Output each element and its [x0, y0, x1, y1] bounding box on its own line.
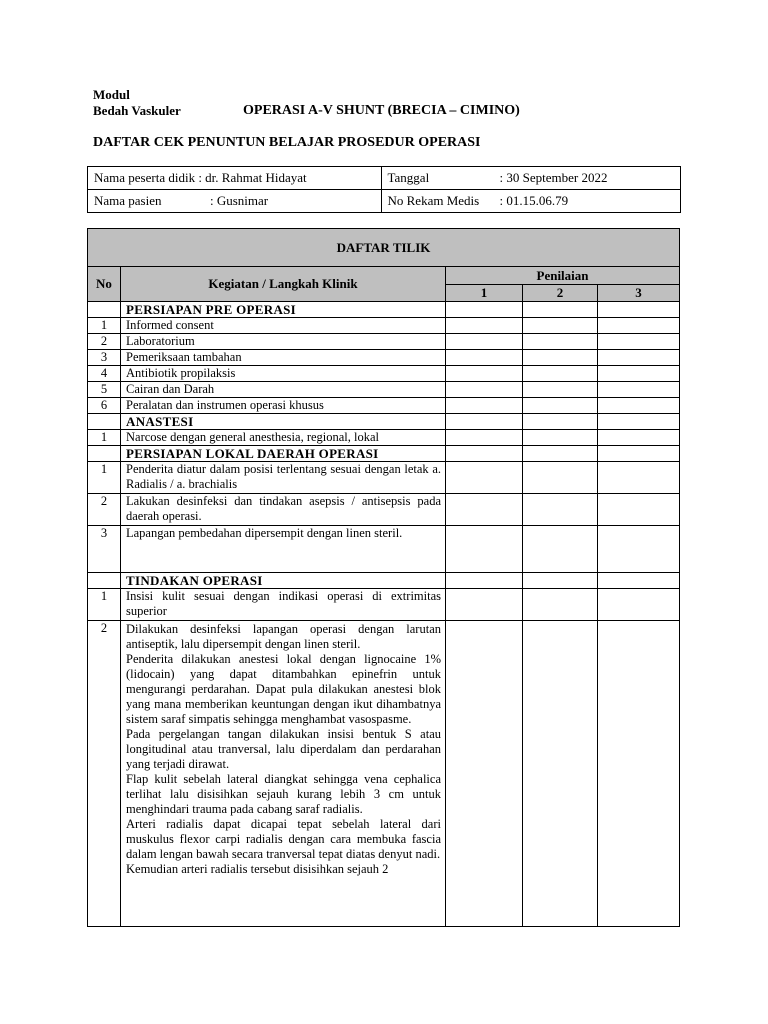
score-cell[interactable]	[598, 526, 680, 573]
score-cell[interactable]	[598, 462, 680, 494]
date-label: Tanggal	[387, 170, 430, 185]
table-row: 1 Insisi kulit sesuai dengan indikasi operasi di extrimitas superior	[88, 589, 680, 621]
section-row	[88, 414, 680, 430]
score-cell[interactable]	[446, 494, 523, 526]
table-row: 2 Dilakukan desinfeksi lapangan operasi dengan larutan antiseptik, lalu dipersempit dengan linen steril. Penderita dilakukan anestesi lokal dengan lignocaine 1% (lidocain) yang dapat ditambahkan epinefrin untuk mengurangi perdarahan. Dapat pula dilakukan anestesi blok yang mana memberikan keuntungan dengan ikut dihambatnya sistem saraf simpatis sehingga menghambat vasospasme. Pada pergelangan tangan dilakukan insisi bentuk S atau longitudinal atau tranversal, lalu diperdalam dan perdarahan yang terjadi dirawat. Flap kulit sebelah lateral diangkat sehingga vena cephalica terlihat lalu disisihkan sejauh kurang lebih 3 cm untuk menghindari trauma pada cabang saraf radialis. Arteri radialis dapat dicapai tepat sebelah lateral dari muskulus flexor carpi radialis dengan cara membuka fascia dalam lengan bawah secara tranversal tepat diatas denyut nadi. Kemudian arteri radialis tersebut disisihkan sejauh 2	[88, 621, 680, 927]
table-row: 1 Narcose dengan general anesthesia, regional, lokal	[88, 430, 680, 446]
score-cell[interactable]	[446, 350, 523, 366]
score-cell[interactable]	[446, 318, 523, 334]
score-cell[interactable]	[446, 462, 523, 494]
score-cell[interactable]	[446, 382, 523, 398]
score-cell[interactable]	[446, 589, 523, 621]
table-row: 1 Informed consent	[88, 318, 680, 334]
operation-title: OPERASI A-V SHUNT (BRECIA – CIMINO)	[243, 103, 520, 118]
score-cell[interactable]	[523, 366, 598, 382]
score-cell[interactable]	[598, 589, 680, 621]
col-header-no: No	[88, 267, 121, 302]
document-title: DAFTAR CEK PENUNTUN BELAJAR PROSEDUR OPERASI	[93, 135, 481, 150]
col-header-penilaian: Penilaian	[446, 267, 680, 285]
table-row: 1 Penderita diatur dalam posisi terlentang sesuai dengan letak a. Radialis / a. brachialis	[88, 462, 680, 494]
score-cell[interactable]	[598, 494, 680, 526]
info-row	[88, 167, 681, 190]
patient-cell	[88, 190, 382, 213]
section-persiapan-lokal: PERSIAPAN LOKAL DAERAH OPERASI	[121, 446, 446, 462]
patient-label: Nama pasien	[94, 193, 162, 208]
score-cell[interactable]	[446, 334, 523, 350]
table-row: 2 Lakukan desinfeksi dan tindakan asepsis / antisepsis pada daerah operasi.	[88, 494, 680, 526]
score-cell[interactable]	[598, 318, 680, 334]
score-col-3: 3	[598, 285, 680, 302]
medical-record-value: : 01.15.06.79	[499, 193, 569, 208]
score-cell[interactable]	[446, 621, 523, 927]
date-cell	[381, 167, 681, 190]
score-cell[interactable]	[598, 382, 680, 398]
score-cell[interactable]	[523, 350, 598, 366]
score-cell[interactable]	[523, 589, 598, 621]
checklist-table	[87, 228, 680, 927]
score-cell[interactable]	[598, 366, 680, 382]
section-row	[88, 302, 680, 318]
col-header-kegiatan: Kegiatan / Langkah Klinik	[121, 267, 446, 302]
date-value: : 30 September 2022	[499, 170, 608, 185]
table-row: 4 Antibiotik propilaksis	[88, 366, 680, 382]
score-col-2: 2	[523, 285, 598, 302]
section-row	[88, 573, 680, 589]
score-cell[interactable]	[523, 526, 598, 573]
patient-value: : Gusnimar	[210, 193, 269, 208]
module-label: Modul	[93, 87, 130, 102]
score-cell[interactable]	[523, 318, 598, 334]
score-col-1: 1	[446, 285, 523, 302]
section-tindakan-operasi: TINDAKAN OPERASI	[121, 573, 446, 589]
checklist-title: DAFTAR TILIK	[88, 229, 680, 267]
score-cell[interactable]	[598, 334, 680, 350]
score-cell[interactable]	[523, 398, 598, 414]
section-pre-operasi: PERSIAPAN PRE OPERASI	[121, 302, 446, 318]
score-cell[interactable]	[598, 398, 680, 414]
score-cell[interactable]	[598, 350, 680, 366]
score-cell[interactable]	[446, 366, 523, 382]
score-cell[interactable]	[523, 621, 598, 927]
score-cell[interactable]	[446, 526, 523, 573]
score-cell[interactable]	[446, 430, 523, 446]
medical-record-label: No Rekam Medis	[387, 193, 480, 208]
score-cell[interactable]	[446, 398, 523, 414]
table-row: 2 Laboratorium	[88, 334, 680, 350]
table-row: 6 Peralatan dan instrumen operasi khusus	[88, 398, 680, 414]
student-name: Nama peserta didik : dr. Rahmat Hidayat	[88, 167, 382, 190]
procedure-steps: Dilakukan desinfeksi lapangan operasi dengan larutan antiseptik, lalu dipersempit dengan linen steril. Penderita dilakukan anestesi lokal dengan lignocaine 1% (lidocain) yang dapat ditambahkan epinefrin untuk mengurangi perdarahan. Dapat pula dilakukan anestesi blok yang mana memberikan keuntungan dengan ikut dihambatnya sistem saraf simpatis sehingga menghambat vasospasme. Pada pergelangan tangan dilakukan insisi bentuk S atau longitudinal atau tranversal, lalu diperdalam dan perdarahan yang terjadi dirawat. Flap kulit sebelah lateral diangkat sehingga vena cephalica terlihat lalu disisihkan sejauh kurang lebih 3 cm untuk menghindari trauma pada cabang saraf radialis. Arteri radialis dapat dicapai tepat sebelah lateral dari muskulus flexor carpi radialis dengan cara membuka fascia dalam lengan bawah secara tranversal tepat diatas denyut nadi. Kemudian arteri radialis tersebut disisihkan sejauh 2	[121, 621, 446, 927]
module-name: Bedah Vaskuler	[93, 103, 181, 118]
table-row: 5 Cairan dan Darah	[88, 382, 680, 398]
score-cell[interactable]	[523, 382, 598, 398]
score-cell[interactable]	[523, 494, 598, 526]
patient-info-table	[87, 166, 681, 213]
score-cell[interactable]	[523, 334, 598, 350]
info-row	[88, 190, 681, 213]
score-cell[interactable]	[598, 430, 680, 446]
table-row: 3 Pemeriksaan tambahan	[88, 350, 680, 366]
score-cell[interactable]	[523, 430, 598, 446]
table-row: 3 Lapangan pembedahan dipersempit dengan linen steril.	[88, 526, 680, 573]
section-anastesi: ANASTESI	[121, 414, 446, 430]
score-cell[interactable]	[523, 462, 598, 494]
section-row	[88, 446, 680, 462]
medical-record-cell	[381, 190, 681, 213]
score-cell[interactable]	[598, 621, 680, 927]
